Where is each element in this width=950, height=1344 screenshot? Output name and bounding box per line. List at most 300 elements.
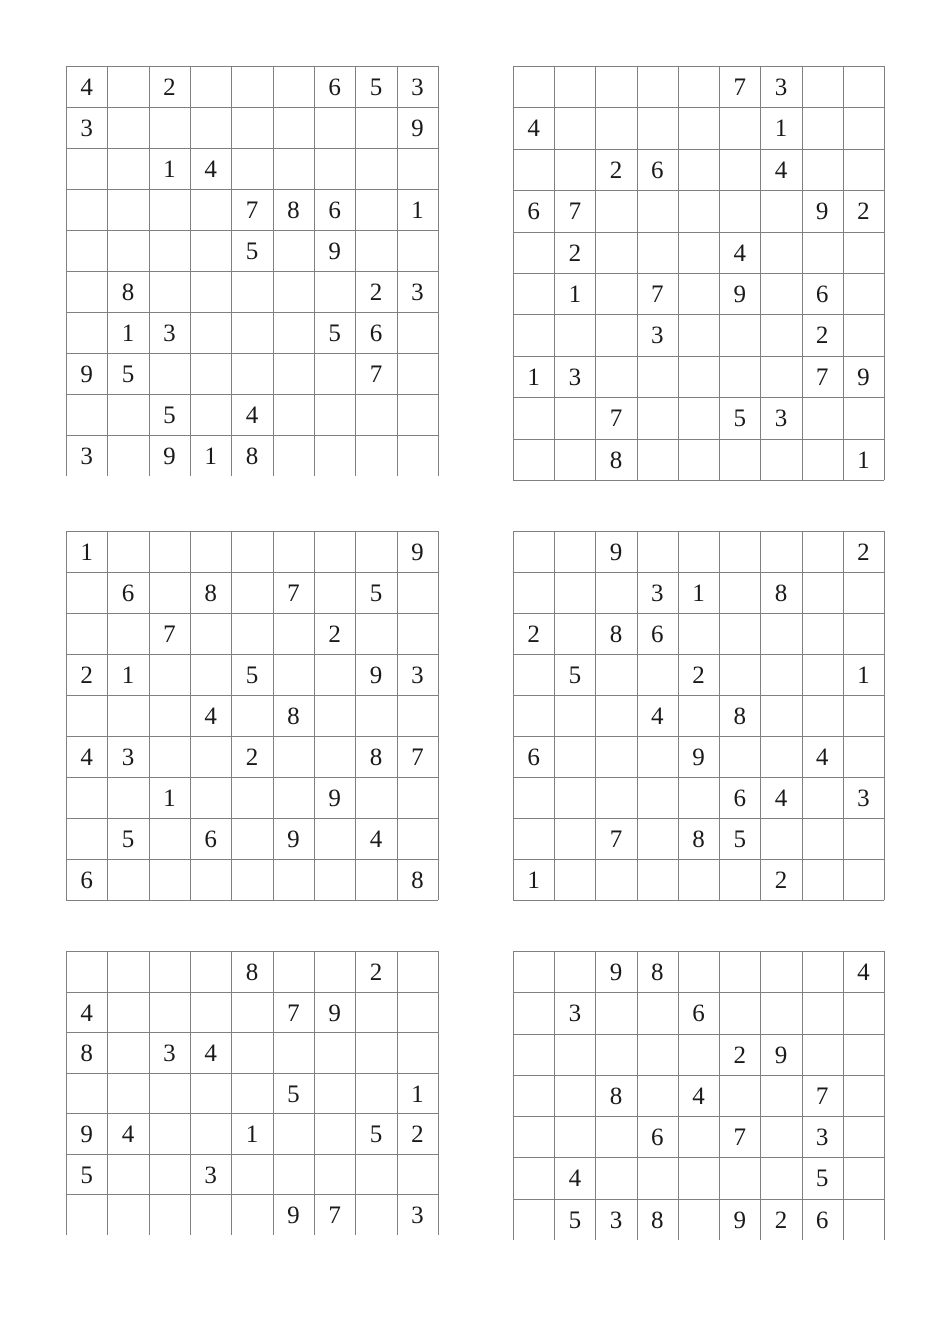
empty-cell[interactable] <box>355 992 396 1033</box>
empty-cell[interactable] <box>843 273 884 314</box>
empty-cell[interactable] <box>397 951 438 992</box>
empty-cell[interactable] <box>554 951 595 992</box>
empty-cell[interactable] <box>107 992 148 1033</box>
empty-cell[interactable] <box>149 572 190 613</box>
empty-cell[interactable] <box>107 1194 148 1235</box>
empty-cell[interactable] <box>843 695 884 736</box>
empty-cell[interactable] <box>678 1157 719 1198</box>
given-digit[interactable]: 7 <box>568 198 582 226</box>
given-digit[interactable]: 4 <box>774 156 788 184</box>
given-digit[interactable]: 6 <box>328 197 341 224</box>
empty-cell[interactable] <box>273 353 314 394</box>
empty-cell[interactable] <box>802 777 843 818</box>
given-digit[interactable]: 4 <box>369 826 383 853</box>
empty-cell[interactable] <box>678 777 719 818</box>
empty-cell[interactable] <box>637 439 678 480</box>
empty-cell[interactable] <box>843 818 884 859</box>
empty-cell[interactable] <box>66 230 107 271</box>
empty-cell[interactable] <box>554 314 595 355</box>
given-digit[interactable]: 3 <box>80 115 93 142</box>
empty-cell[interactable] <box>107 107 148 148</box>
given-digit[interactable]: 3 <box>121 744 135 771</box>
given-digit[interactable]: 1 <box>163 785 176 812</box>
given-digit[interactable]: 4 <box>204 156 217 183</box>
given-digit[interactable]: 2 <box>568 239 582 267</box>
empty-cell[interactable] <box>554 1116 595 1157</box>
given-digit[interactable]: 8 <box>733 703 746 730</box>
empty-cell[interactable] <box>397 695 438 736</box>
empty-cell[interactable] <box>190 312 231 353</box>
empty-cell[interactable] <box>231 992 272 1033</box>
empty-cell[interactable] <box>66 951 107 992</box>
empty-cell[interactable] <box>107 613 148 654</box>
empty-cell[interactable] <box>843 397 884 438</box>
given-digit[interactable]: 5 <box>245 662 259 689</box>
given-digit[interactable]: 7 <box>328 1202 341 1230</box>
empty-cell[interactable] <box>397 230 438 271</box>
empty-cell[interactable] <box>190 230 231 271</box>
empty-cell[interactable] <box>355 148 396 189</box>
empty-cell[interactable] <box>554 531 595 572</box>
given-digit[interactable]: 3 <box>774 74 788 101</box>
empty-cell[interactable] <box>802 149 843 190</box>
empty-cell[interactable] <box>273 531 314 572</box>
given-digit[interactable]: 8 <box>245 443 259 470</box>
given-digit[interactable]: 5 <box>287 1080 300 1108</box>
empty-cell[interactable] <box>678 232 719 273</box>
empty-cell[interactable] <box>678 149 719 190</box>
given-digit[interactable]: 9 <box>815 198 829 226</box>
empty-cell[interactable] <box>273 1154 314 1195</box>
given-digit[interactable]: 5 <box>369 74 383 101</box>
empty-cell[interactable] <box>355 613 396 654</box>
given-digit[interactable]: 8 <box>651 959 664 986</box>
given-digit[interactable]: 5 <box>815 1165 829 1193</box>
given-digit[interactable]: 7 <box>609 826 623 853</box>
empty-cell[interactable] <box>719 439 760 480</box>
given-digit[interactable]: 4 <box>815 744 829 771</box>
given-digit[interactable]: 1 <box>857 446 870 474</box>
empty-cell[interactable] <box>637 356 678 397</box>
given-digit[interactable]: 3 <box>815 1124 829 1152</box>
empty-cell[interactable] <box>397 353 438 394</box>
empty-cell[interactable] <box>355 107 396 148</box>
empty-cell[interactable] <box>719 654 760 695</box>
empty-cell[interactable] <box>843 232 884 273</box>
given-digit[interactable]: 2 <box>411 1121 424 1149</box>
given-digit[interactable]: 1 <box>411 1080 424 1108</box>
empty-cell[interactable] <box>273 736 314 777</box>
given-digit[interactable]: 2 <box>245 744 259 771</box>
empty-cell[interactable] <box>595 232 636 273</box>
empty-cell[interactable] <box>190 859 231 900</box>
given-digit[interactable]: 6 <box>328 74 341 101</box>
empty-cell[interactable] <box>678 107 719 148</box>
empty-cell[interactable] <box>637 777 678 818</box>
empty-cell[interactable] <box>273 951 314 992</box>
empty-cell[interactable] <box>397 613 438 654</box>
empty-cell[interactable] <box>231 312 272 353</box>
empty-cell[interactable] <box>107 777 148 818</box>
empty-cell[interactable] <box>595 572 636 613</box>
given-digit[interactable]: 8 <box>609 621 623 648</box>
empty-cell[interactable] <box>719 107 760 148</box>
empty-cell[interactable] <box>231 1073 272 1114</box>
empty-cell[interactable] <box>843 1034 884 1075</box>
empty-cell[interactable] <box>678 695 719 736</box>
given-digit[interactable]: 9 <box>609 959 623 986</box>
empty-cell[interactable] <box>397 818 438 859</box>
empty-cell[interactable] <box>678 190 719 231</box>
empty-cell[interactable] <box>190 189 231 230</box>
empty-cell[interactable] <box>66 818 107 859</box>
empty-cell[interactable] <box>513 695 554 736</box>
empty-cell[interactable] <box>637 736 678 777</box>
empty-cell[interactable] <box>719 1075 760 1116</box>
given-digit[interactable]: 7 <box>651 281 664 308</box>
given-digit[interactable]: 2 <box>369 959 383 986</box>
empty-cell[interactable] <box>843 736 884 777</box>
empty-cell[interactable] <box>314 353 355 394</box>
empty-cell[interactable] <box>397 572 438 613</box>
empty-cell[interactable] <box>397 1154 438 1195</box>
empty-cell[interactable] <box>190 777 231 818</box>
empty-cell[interactable] <box>513 531 554 572</box>
empty-cell[interactable] <box>554 695 595 736</box>
given-digit[interactable]: 4 <box>204 703 217 730</box>
empty-cell[interactable] <box>637 66 678 107</box>
given-digit[interactable]: 1 <box>245 1121 259 1149</box>
empty-cell[interactable] <box>397 992 438 1033</box>
given-digit[interactable]: 9 <box>287 826 300 853</box>
empty-cell[interactable] <box>355 435 396 476</box>
given-digit[interactable]: 2 <box>80 662 93 689</box>
empty-cell[interactable] <box>678 859 719 900</box>
given-digit[interactable]: 3 <box>411 74 424 101</box>
given-digit[interactable]: 7 <box>163 621 176 648</box>
empty-cell[interactable] <box>355 531 396 572</box>
empty-cell[interactable] <box>231 572 272 613</box>
empty-cell[interactable] <box>802 531 843 572</box>
given-digit[interactable]: 2 <box>609 156 623 184</box>
empty-cell[interactable] <box>760 232 801 273</box>
empty-cell[interactable] <box>231 66 272 107</box>
empty-cell[interactable] <box>637 190 678 231</box>
empty-cell[interactable] <box>595 66 636 107</box>
empty-cell[interactable] <box>149 736 190 777</box>
given-digit[interactable]: 1 <box>80 539 93 566</box>
empty-cell[interactable] <box>149 1073 190 1114</box>
empty-cell[interactable] <box>802 107 843 148</box>
empty-cell[interactable] <box>107 435 148 476</box>
empty-cell[interactable] <box>637 397 678 438</box>
empty-cell[interactable] <box>149 107 190 148</box>
empty-cell[interactable] <box>595 1116 636 1157</box>
empty-cell[interactable] <box>802 859 843 900</box>
empty-cell[interactable] <box>678 273 719 314</box>
empty-cell[interactable] <box>149 531 190 572</box>
empty-cell[interactable] <box>231 859 272 900</box>
given-digit[interactable]: 3 <box>651 580 664 607</box>
empty-cell[interactable] <box>190 1073 231 1114</box>
given-digit[interactable]: 8 <box>287 703 300 730</box>
empty-cell[interactable] <box>149 818 190 859</box>
given-digit[interactable]: 9 <box>369 662 383 689</box>
given-digit[interactable]: 1 <box>121 662 135 689</box>
empty-cell[interactable] <box>513 572 554 613</box>
given-digit[interactable]: 2 <box>857 198 870 226</box>
given-digit[interactable]: 3 <box>411 1202 424 1230</box>
empty-cell[interactable] <box>397 312 438 353</box>
empty-cell[interactable] <box>273 1113 314 1154</box>
empty-cell[interactable] <box>190 394 231 435</box>
empty-cell[interactable] <box>513 439 554 480</box>
empty-cell[interactable] <box>314 1154 355 1195</box>
empty-cell[interactable] <box>273 312 314 353</box>
empty-cell[interactable] <box>843 149 884 190</box>
empty-cell[interactable] <box>760 613 801 654</box>
given-digit[interactable]: 6 <box>692 1000 705 1028</box>
empty-cell[interactable] <box>595 654 636 695</box>
empty-cell[interactable] <box>760 654 801 695</box>
empty-cell[interactable] <box>802 695 843 736</box>
empty-cell[interactable] <box>273 654 314 695</box>
given-digit[interactable]: 2 <box>692 662 705 689</box>
empty-cell[interactable] <box>314 1113 355 1154</box>
empty-cell[interactable] <box>190 353 231 394</box>
empty-cell[interactable] <box>107 951 148 992</box>
empty-cell[interactable] <box>637 1075 678 1116</box>
empty-cell[interactable] <box>513 232 554 273</box>
empty-cell[interactable] <box>678 531 719 572</box>
empty-cell[interactable] <box>554 572 595 613</box>
empty-cell[interactable] <box>513 992 554 1033</box>
given-digit[interactable]: 8 <box>287 197 300 224</box>
empty-cell[interactable] <box>190 66 231 107</box>
empty-cell[interactable] <box>678 613 719 654</box>
given-digit[interactable]: 5 <box>121 826 135 853</box>
empty-cell[interactable] <box>513 1157 554 1198</box>
empty-cell[interactable] <box>802 572 843 613</box>
given-digit[interactable]: 3 <box>609 1206 623 1234</box>
empty-cell[interactable] <box>149 353 190 394</box>
empty-cell[interactable] <box>595 992 636 1033</box>
empty-cell[interactable] <box>554 149 595 190</box>
empty-cell[interactable] <box>760 1116 801 1157</box>
given-digit[interactable]: 6 <box>527 198 540 226</box>
empty-cell[interactable] <box>678 1199 719 1240</box>
given-digit[interactable]: 9 <box>411 115 424 142</box>
empty-cell[interactable] <box>66 572 107 613</box>
empty-cell[interactable] <box>273 107 314 148</box>
given-digit[interactable]: 4 <box>774 785 788 812</box>
empty-cell[interactable] <box>314 107 355 148</box>
given-digit[interactable]: 5 <box>245 238 259 265</box>
empty-cell[interactable] <box>149 1113 190 1154</box>
empty-cell[interactable] <box>678 66 719 107</box>
empty-cell[interactable] <box>843 572 884 613</box>
empty-cell[interactable] <box>513 273 554 314</box>
empty-cell[interactable] <box>554 777 595 818</box>
empty-cell[interactable] <box>314 818 355 859</box>
given-digit[interactable]: 5 <box>121 361 135 388</box>
empty-cell[interactable] <box>760 992 801 1033</box>
empty-cell[interactable] <box>107 230 148 271</box>
empty-cell[interactable] <box>513 818 554 859</box>
empty-cell[interactable] <box>314 531 355 572</box>
given-digit[interactable]: 3 <box>411 662 424 689</box>
empty-cell[interactable] <box>760 1075 801 1116</box>
empty-cell[interactable] <box>149 992 190 1033</box>
empty-cell[interactable] <box>190 1194 231 1235</box>
empty-cell[interactable] <box>149 1194 190 1235</box>
given-digit[interactable]: 9 <box>328 785 341 812</box>
empty-cell[interactable] <box>637 531 678 572</box>
empty-cell[interactable] <box>595 1034 636 1075</box>
empty-cell[interactable] <box>149 189 190 230</box>
given-digit[interactable]: 3 <box>163 320 176 347</box>
empty-cell[interactable] <box>107 1032 148 1073</box>
given-digit[interactable]: 9 <box>609 539 623 566</box>
empty-cell[interactable] <box>66 394 107 435</box>
empty-cell[interactable] <box>190 654 231 695</box>
given-digit[interactable]: 4 <box>80 744 93 771</box>
given-digit[interactable]: 6 <box>651 156 664 184</box>
empty-cell[interactable] <box>231 271 272 312</box>
empty-cell[interactable] <box>273 435 314 476</box>
empty-cell[interactable] <box>554 1075 595 1116</box>
empty-cell[interactable] <box>355 695 396 736</box>
given-digit[interactable]: 6 <box>815 281 829 308</box>
empty-cell[interactable] <box>843 107 884 148</box>
empty-cell[interactable] <box>595 356 636 397</box>
empty-cell[interactable] <box>314 859 355 900</box>
given-digit[interactable]: 9 <box>692 744 705 771</box>
empty-cell[interactable] <box>314 1073 355 1114</box>
empty-cell[interactable] <box>719 149 760 190</box>
empty-cell[interactable] <box>637 654 678 695</box>
empty-cell[interactable] <box>719 572 760 613</box>
given-digit[interactable]: 4 <box>80 74 93 101</box>
empty-cell[interactable] <box>149 230 190 271</box>
empty-cell[interactable] <box>802 66 843 107</box>
empty-cell[interactable] <box>107 1073 148 1114</box>
given-digit[interactable]: 3 <box>568 363 582 391</box>
empty-cell[interactable] <box>66 312 107 353</box>
empty-cell[interactable] <box>595 273 636 314</box>
empty-cell[interactable] <box>554 613 595 654</box>
empty-cell[interactable] <box>231 695 272 736</box>
empty-cell[interactable] <box>66 1194 107 1235</box>
given-digit[interactable]: 7 <box>733 1124 746 1152</box>
given-digit[interactable]: 3 <box>651 322 664 350</box>
empty-cell[interactable] <box>513 314 554 355</box>
given-digit[interactable]: 6 <box>121 580 135 607</box>
given-digit[interactable]: 5 <box>733 405 746 433</box>
given-digit[interactable]: 3 <box>568 1000 582 1028</box>
empty-cell[interactable] <box>760 273 801 314</box>
empty-cell[interactable] <box>107 859 148 900</box>
empty-cell[interactable] <box>231 613 272 654</box>
empty-cell[interactable] <box>595 190 636 231</box>
empty-cell[interactable] <box>107 66 148 107</box>
given-digit[interactable]: 1 <box>568 281 582 308</box>
given-digit[interactable]: 4 <box>692 1082 705 1110</box>
given-digit[interactable]: 6 <box>204 826 217 853</box>
empty-cell[interactable] <box>595 777 636 818</box>
empty-cell[interactable] <box>678 951 719 992</box>
empty-cell[interactable] <box>719 314 760 355</box>
empty-cell[interactable] <box>513 149 554 190</box>
empty-cell[interactable] <box>231 777 272 818</box>
given-digit[interactable]: 6 <box>651 1124 664 1152</box>
given-digit[interactable]: 4 <box>733 239 746 267</box>
empty-cell[interactable] <box>513 1199 554 1240</box>
given-digit[interactable]: 8 <box>204 580 217 607</box>
empty-cell[interactable] <box>190 951 231 992</box>
given-digit[interactable]: 4 <box>568 1165 582 1193</box>
empty-cell[interactable] <box>355 1154 396 1195</box>
empty-cell[interactable] <box>355 1032 396 1073</box>
empty-cell[interactable] <box>397 1032 438 1073</box>
empty-cell[interactable] <box>802 654 843 695</box>
given-digit[interactable]: 7 <box>369 361 383 388</box>
empty-cell[interactable] <box>637 859 678 900</box>
empty-cell[interactable] <box>190 613 231 654</box>
given-digit[interactable]: 7 <box>245 197 259 224</box>
empty-cell[interactable] <box>149 654 190 695</box>
empty-cell[interactable] <box>760 439 801 480</box>
empty-cell[interactable] <box>719 992 760 1033</box>
empty-cell[interactable] <box>554 397 595 438</box>
given-digit[interactable]: 7 <box>815 1082 829 1110</box>
empty-cell[interactable] <box>190 531 231 572</box>
given-digit[interactable]: 9 <box>411 539 424 566</box>
empty-cell[interactable] <box>190 271 231 312</box>
empty-cell[interactable] <box>107 189 148 230</box>
given-digit[interactable]: 9 <box>80 361 93 388</box>
empty-cell[interactable] <box>314 695 355 736</box>
given-digit[interactable]: 8 <box>121 279 135 306</box>
empty-cell[interactable] <box>273 859 314 900</box>
given-digit[interactable]: 2 <box>857 539 870 566</box>
empty-cell[interactable] <box>760 356 801 397</box>
empty-cell[interactable] <box>314 148 355 189</box>
given-digit[interactable]: 3 <box>80 443 93 470</box>
given-digit[interactable]: 1 <box>527 867 540 894</box>
empty-cell[interactable] <box>149 951 190 992</box>
empty-cell[interactable] <box>678 314 719 355</box>
given-digit[interactable]: 8 <box>80 1040 93 1068</box>
given-digit[interactable]: 4 <box>80 999 93 1027</box>
given-digit[interactable]: 6 <box>527 744 540 771</box>
given-digit[interactable]: 1 <box>527 363 540 391</box>
empty-cell[interactable] <box>273 148 314 189</box>
empty-cell[interactable] <box>719 531 760 572</box>
empty-cell[interactable] <box>843 859 884 900</box>
given-digit[interactable]: 3 <box>163 1040 176 1068</box>
given-digit[interactable]: 5 <box>568 662 582 689</box>
given-digit[interactable]: 5 <box>163 402 176 429</box>
given-digit[interactable]: 9 <box>328 999 341 1027</box>
given-digit[interactable]: 2 <box>774 1206 788 1234</box>
empty-cell[interactable] <box>554 818 595 859</box>
empty-cell[interactable] <box>149 1154 190 1195</box>
given-digit[interactable]: 3 <box>204 1161 217 1189</box>
empty-cell[interactable] <box>107 394 148 435</box>
given-digit[interactable]: 2 <box>815 322 829 350</box>
empty-cell[interactable] <box>273 66 314 107</box>
